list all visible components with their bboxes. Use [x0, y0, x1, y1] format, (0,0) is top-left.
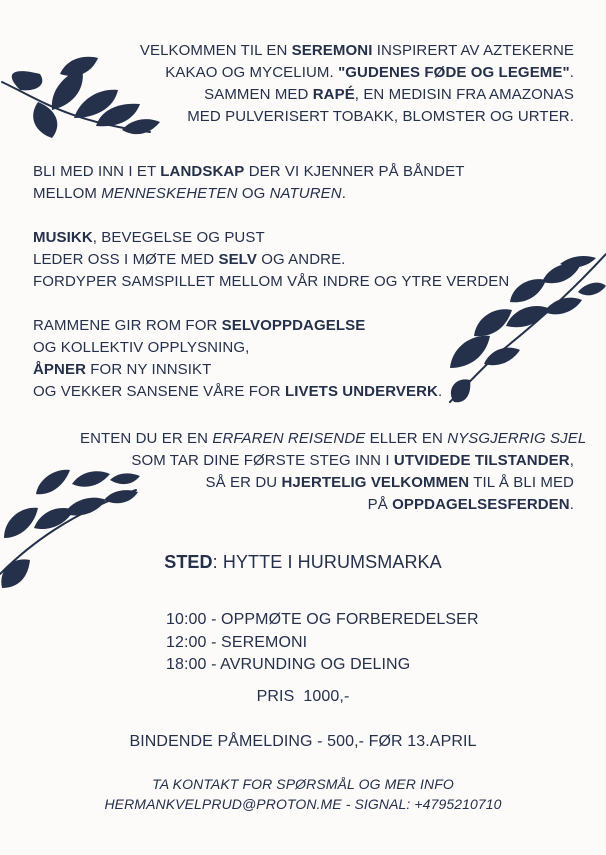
welcome-paragraph: ENTEN DU ER EN ERFAREN REISENDE ELLER EN NYSGJERRIG SJEL SOM TAR DINE FØRSTE STEG INN I UTVIDEDE TILSTANDER, SÅ ER DU HJERTELIG VELKOMMEN TIL Å BLI MED PÅ OPPDAGELSESFERDEN.	[80, 430, 587, 513]
schedule-item: 12:00 - SEREMONI	[166, 633, 308, 651]
price-line: PRIS 1000,-	[256, 688, 350, 705]
schedule-item: 18:00 - AVRUNDING OG DELING	[166, 656, 411, 673]
landscape-paragraph: BLI MED INN I ET LANDSKAP DER VI KJENNER PÅ BÅNDET MELLOM MENNESKEHETEN OG NATUREN.	[33, 163, 465, 202]
schedule-item: 10:00 - OPPMØTE OG FORBEREDELSER	[166, 611, 479, 628]
contact-prompt: TA KONTAKT FOR SPØRSMÅL OG MER INFO	[152, 776, 454, 792]
schedule-list	[166, 609, 479, 677]
intro-paragraph: VELKOMMEN TIL EN SEREMONI INSPIRERT AV AZTEKERNE KAKAO OG MYCELIUM. "GUDENES FØDE OG LEGEME". SAMMEN MED RAPÉ, EN MEDISIN FRA AMAZONAS MED PULVERISERT TOBAKK, BLOMSTER OG URTER.	[139, 42, 574, 125]
contact-details: HERMANKVELPRUD@PROTON.ME - SIGNAL: +4795210710	[104, 796, 502, 812]
place-line: STED: HYTTE I HURUMSMARKA	[164, 552, 442, 572]
deadline-line: BINDENDE PÅMELDING - 500,- FØR 13.APRIL	[129, 733, 477, 750]
frame-paragraph: RAMMENE GIR ROM FOR SELVOPPDAGELSE OG KOLLEKTIV OPPLYSNING, ÅPNER FOR NY INNSIKT OG VEKKER SANSENE VÅRE FOR LIVETS UNDERVERK.	[33, 317, 443, 400]
music-paragraph: MUSIKK, BEVEGELSE OG PUST LEDER OSS I MØTE MED SELV OG ANDRE. FORDYPER SAMSPILLET MELLOM VÅR INDRE OG YTRE VERDEN	[33, 229, 510, 290]
contact-info	[0, 774, 606, 814]
